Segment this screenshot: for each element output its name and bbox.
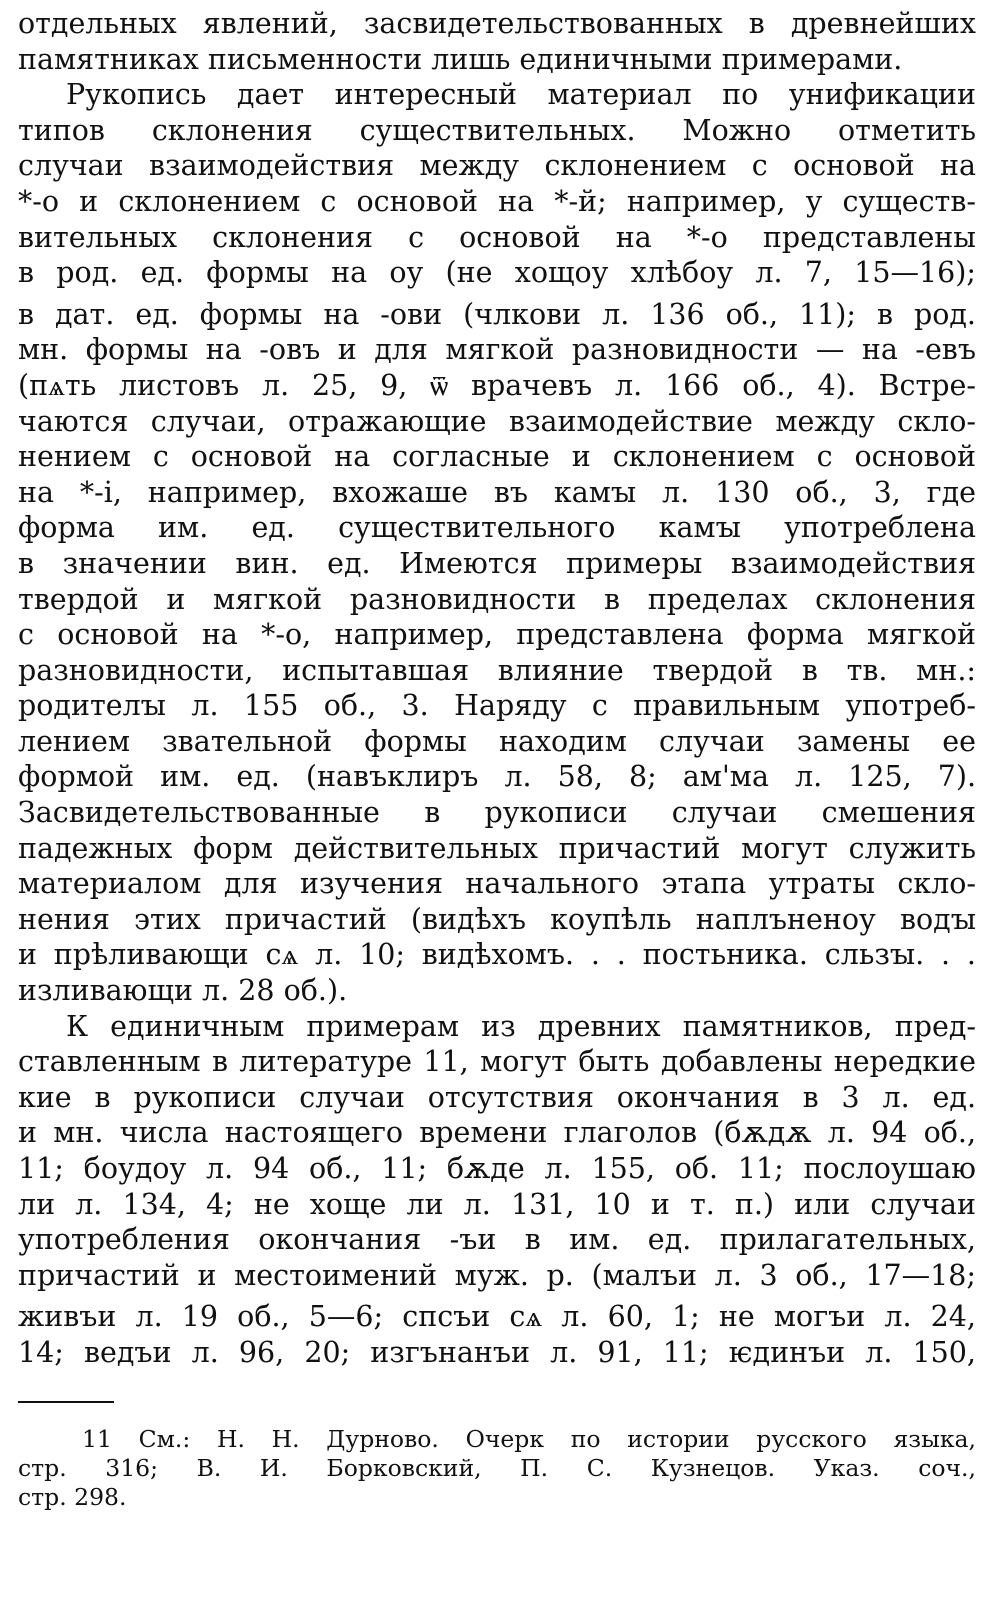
text-line: памятниках письменности лишь единичными примерами. xyxy=(18,42,903,76)
text-line: твердой и мягкой разновидности в пределах склонения xyxy=(18,582,976,616)
text-line: форма им. ед. существительного камꙑ употреблена xyxy=(18,511,976,545)
text-line: на *-i, например, вхожаше въ камꙑ л. 130 об., 3, где xyxy=(18,475,976,509)
footnote-line: стр. 316; В. И. Борковский, П. С. Кузнецов. Указ. соч., xyxy=(18,1453,976,1482)
footnotes xyxy=(18,1425,976,1512)
text-line: вительных склонения с основой на *-о представлены xyxy=(18,220,976,254)
page xyxy=(18,6,976,1512)
text-line: типов склонения существительных. Можно отметить xyxy=(18,113,976,147)
text-line: ставленным в литературе 11, могут быть добавлены нередкие xyxy=(18,1045,976,1079)
text-line: падежных форм действительных причастий могут служить xyxy=(18,831,976,865)
text-line: нением с основой на согласные и склонением с основой xyxy=(18,440,976,474)
paragraph-start-line: К единичным примерам из древних памятников, пред- xyxy=(66,1009,976,1043)
text-line: с основой на *-о, например, представлена форма мягкой xyxy=(18,618,976,652)
text-line: 11; боудоу л. 94 об., 11; бѫде л. 155, об. 11; послоушаю xyxy=(18,1152,976,1185)
text-line: формой им. ед. (навъклиръ л. 58, 8; ам'ма л. 125, 7). xyxy=(18,760,976,794)
footnote-separator xyxy=(18,1401,114,1403)
text-line: чаются случаи, отражающие взаимодействие между скло- xyxy=(18,404,976,438)
paragraph-start-line: Рукопись дает интересный материал по унификации xyxy=(66,78,976,112)
text-line: и мн. числа настоящего времени глаголов (бѫдѫ л. 94 об., xyxy=(18,1116,976,1150)
text-line: разновидности, испытавшая влияние твердой в тв. мн.: xyxy=(18,653,976,687)
text-line: отдельных явлений, засвидетельствованных в древнейших xyxy=(18,7,976,40)
text-line: и прѣливающи сѧ л. 10; видѣхомъ. . . постьника. сльзꙑ. . . xyxy=(18,938,976,972)
text-line: употребления окончания -ъи в им. ед. прилагательных, xyxy=(18,1223,976,1257)
text-line: кие в рукописи случаи отсутствия окончания в 3 л. ед. xyxy=(18,1080,976,1114)
footnote-line: 11 См.: Н. Н. Дурново. Очерк по истории русского языка, xyxy=(82,1424,976,1453)
text-line: нения этих причастий (видѣхъ коупѣль наплъненоу водꙑ xyxy=(18,902,976,936)
text-line: причастий и местоимений муж. р. (малъи л. 3 об., 17—18; xyxy=(18,1258,976,1292)
text-line: Засвидетельствованные в рукописи случаи смешения xyxy=(18,796,976,830)
text-line: ли л. 134, 4; не хоще ли л. 131, 10 и т. п.) или случаи xyxy=(18,1187,976,1221)
text-line: лением звательной формы находим случаи замены ее xyxy=(18,724,976,758)
main-text xyxy=(18,6,976,1371)
text-line: родителꙑ л. 155 об., 3. Наряду с правильным употреб- xyxy=(18,689,976,723)
text-line: *-о и склонением с основой на *-й; например, у существ- xyxy=(18,184,976,218)
footnote-line: стр. 298. xyxy=(18,1482,127,1511)
text-line: 14; ведъи л. 96, 20; изгънанъи л. 91, 11; ѥдинъи л. 150, xyxy=(18,1335,976,1369)
text-line: мн. формы на -овъ и для мягкой разновидности — на -евъ xyxy=(18,333,976,367)
text-line: материалом для изучения начального этапа утраты скло- xyxy=(18,867,976,901)
text-line: в значении вин. ед. Имеются примеры взаимодействия xyxy=(18,546,976,580)
text-line: изливающи л. 28 об.). xyxy=(18,974,348,1008)
text-line: живъи л. 19 об., 5—6; спсъи сѧ л. 60, 1; не могъи л. 24, xyxy=(18,1300,976,1334)
text-line: в дат. ед. формы на -ови (члкови л. 136 об., 11); в род. xyxy=(18,297,976,331)
text-line: в род. ед. формы на оу (не хощоу хлѣбоу л. 7, 15—16); xyxy=(18,256,976,290)
text-line: случаи взаимодействия между склонением с основой на xyxy=(18,149,976,183)
text-line: (пѧть листовъ л. 25, 9, ѿ врачевъ л. 166 об., 4). Встре- xyxy=(18,368,976,402)
